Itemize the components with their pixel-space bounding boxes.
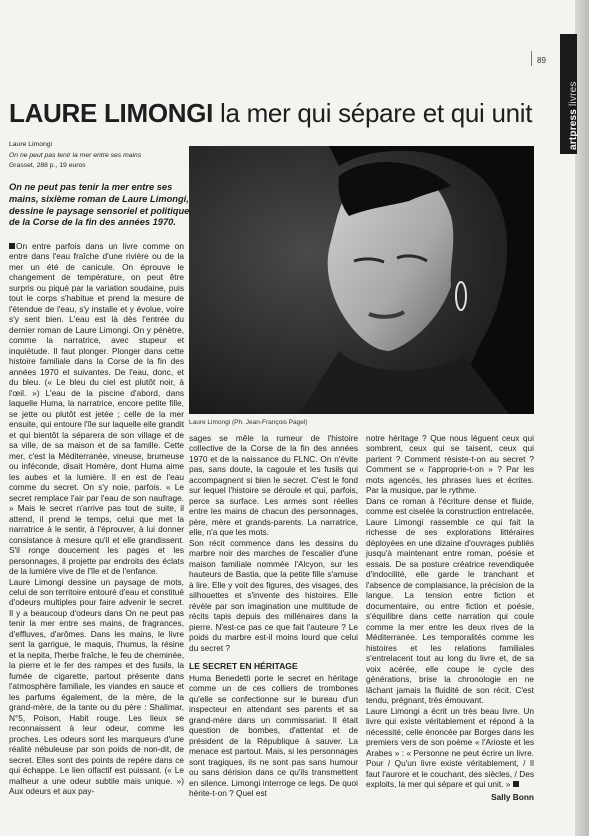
paragraph-text: On entre parfois dans un livre comme on entre dans l'eau fraîche d'une rivière ou de la mer un été de canicule. On éprouve le changement de température, on peut être surpris ou piqué par la variation soudaine, puis tout le corps s'habitue et prend la mesure de l'étendue de l'eau, s'y installe et y évolue, voire s'y sent bien. L'eau est là dès l'entrée du dernier roman de Laure Limongi. On y pénètre, comme la narratrice, avec stupeur et inquiétude. Il faut plonger. Plonger dans cette histoire familiale dans la Corse de la fin des années 1970 et suivantes. De l'eau, donc, et du bleu. (« Le bleu du ciel est plutôt noir, à l'œil. ») L'eau de la piscine d'abord, dans laquelle Huma, la narratrice, encore petite fille, se jette ou plutôt est jetée ; celle de la mer ensuite, qui entoure l'île sur laquelle elle grandit et qui bientôt la séparera de son village et de sa ville, de sa maison et de sa famille. Cette mer, c'est la Méditerranée, vineuse, brumeuse ou inféconde, disait Homère, dont Huma aime les aubes et la lumière. Il en est de l'eau comme du secret. On s'y noie, parfois. « Le secret remplace l'air par l'eau de son naufrage. » Mais le secret n'arrive pas tout de suite, il attend, il prend le temps, celui que met la narratrice à le sentir, à l'éprouver, à lui donner consistance à mesure qu'il et elle grandissent. S'il ronge doucement les pages et les personnages, il projette par endroits des éclats de la lumière vive de l'île et de l'enfance. [9, 241, 185, 577]
paragraph: Dans ce roman à l'écriture dense et fluide, comme est ciselée la construction entrelacée, Laure Limongi rassemble ce qui fait la richesse de ses explorations littéraires déployées en une dizaine d'ouvrages publiés jusqu'à maintenant entre roman, poésie et essais. De sa posture créatrice revendiquée d'indocilité, elle garde le tranchant et l'absence de complaisance, la précision de la langue. La tension entre fiction et documentaire, ou entre fiction et poésie, s'équilibre dans cette narration qui coule comme la mer entre les deux rives de la Méditerranée. Les temporalités comme les histoires et les relations familiales s'entrelacent tout au long du livre et, de sa voix acérée, elle coupe le cycle des générations, brise la chronologie en ne lâchant jamais la fluidité de son récit. C'est tendu, prégnant, très émouvant. [366, 495, 534, 706]
article-lede: On ne peut pas tenir la mer entre ses mains, sixième roman de Laure Limongi, dessine le paysage sensoriel et politique de la Corse de la fin des années 1970. [9, 182, 190, 228]
article-title [9, 98, 532, 128]
article-title-name: LAURE LIMONGI [9, 98, 214, 128]
book-title: On ne peut pas tenir la mer entre ses mains [9, 151, 142, 159]
paragraph: Son récit commence dans les dessins du marbre noir des marches de l'escalier d'une maison familiale nommée l'Alcyon, sur les hauteurs de Bastia, que la petite fille s'amuse à lire. Elle y voit des figures, des visages, des silhouettes et s'invente des histoires. Elle révèle par son imagination une multitude de récits tapis depuis des millénaires dans la pierre. N'est-ce pas ce que fait l'auteure ? Le poids du marbre est-il moins lourd que celui du secret ? [189, 537, 358, 653]
paragraph: Huma Benedetti porte le secret en héritage comme un de ces colliers de trombones qu'elle se confectionne sur le bureau d'un inspecteur en attendant ses parents et sa grand-mère dans un commissariat. Il était question de bombes, d'attentat et de président de la République à sauver. La menace est partout. Mais, si les personnages sont tragiques, ils ne sont pas sans humour ou sans dérision dans ce qu'ils transmettent en silence. Limongi interroge ce legs. De quoi hérite-t-on ? Quel est [189, 672, 358, 798]
page-number-rule [531, 51, 532, 66]
article-title-rest: la mer qui sépare et qui unit [213, 98, 533, 128]
author-signature: Sally Bonn [491, 792, 534, 803]
section-heading: LE SECRET EN HÉRITAGE [189, 661, 298, 672]
end-square-icon [513, 781, 519, 787]
author-photo [189, 146, 534, 414]
author-portrait-image [189, 146, 534, 414]
paragraph-text: Laure Limongi a écrit un très beau livre. Un livre qui existe véritablement et répond à la nécessité, celle énoncée par Borges dans les premiers vers de son poème « l'Arioste et les Arabes » : « Personne ne peut écrire un livre. Pour / Qu'un livre existe véritablement, / Il faut l'aurore et le couchant, des siècles, / Des exploits, la mer qui sépare et qui unit. » [366, 705, 534, 789]
paragraph [366, 706, 534, 790]
article-column-3 [366, 433, 534, 803]
article-column-2 [189, 433, 358, 798]
book-publisher: Grasset, 288 p., 19 euros [9, 162, 86, 169]
book-author: Laure Limongi [9, 141, 53, 148]
section-tab-label [560, 34, 577, 154]
article-column-1 [9, 241, 184, 797]
paragraph: sages se mêle la rumeur de l'histoire collective de la Corse de la fin des années 1970 et de la naissance du FLNC. On n'évite pas, sans doute, la cagoule et les fusils qui accompagnent si bien le secret. C'est le fond sur lequel l'histoire se déroule et qui, parfois, perce sa surface. Les armes sont réelles entre les mains de chacun des personnages, père, mère et grands-parents. La narratrice, elle, n'a que les mots. [189, 433, 358, 538]
section-name: artpress [568, 108, 579, 150]
section-suffix: livres [568, 81, 579, 106]
drop-square-icon [9, 243, 15, 249]
book-info [9, 140, 141, 172]
paragraph: notre héritage ? Que nous léguent ceux qui sombrent, ceux qui se taisent, ceux qui partent ? Comment résiste-t-on au secret ? Comment se « l'approprie-t-on » ? Par les mots agencés, les phrases lues et écrites. Par la musique, par le rythme. [366, 433, 534, 496]
paragraph: Laure Limongi dessine un paysage de mots, celui de son territoire entouré d'eau et constitué d'odeurs multiples pour faire advenir le secret. Il y a beaucoup d'odeurs dans On ne peut pas tenir la mer entre ses mains, de fragrances, d'effluves, d'arômes. Dans les mains, le livre sent la garrigue, le maquis, l'humus, la résine et la nepita, l'herbe fraîche, le feu de cheminée, la pierre et le fer des rampes et des fusils, la fumée de cigarette, partout présente dans l'atmosphère familiale, les viandes en sauce et les parfums également, de la mère, de la grand-mère, de la tante ou du père : Shalimar, N°5, Poison, Habit rouge. Les lieux se reconnaissent à leur odeur, comme les proches. Les odeurs sont les marqueurs d'une réalité nébuleuse par son poids de non-dit, de secret. Elles sont des points de repère dans ce qui échappe. Le lien olfactif est puissant. (« Le malheur a une odeur subtile mais unique. ») Aux odeurs et aux pay- [9, 576, 184, 797]
paragraph [9, 241, 184, 577]
photo-caption: Laure Limongi (Ph. Jean-François Pagel) [189, 419, 308, 426]
page-number: 89 [537, 56, 546, 65]
